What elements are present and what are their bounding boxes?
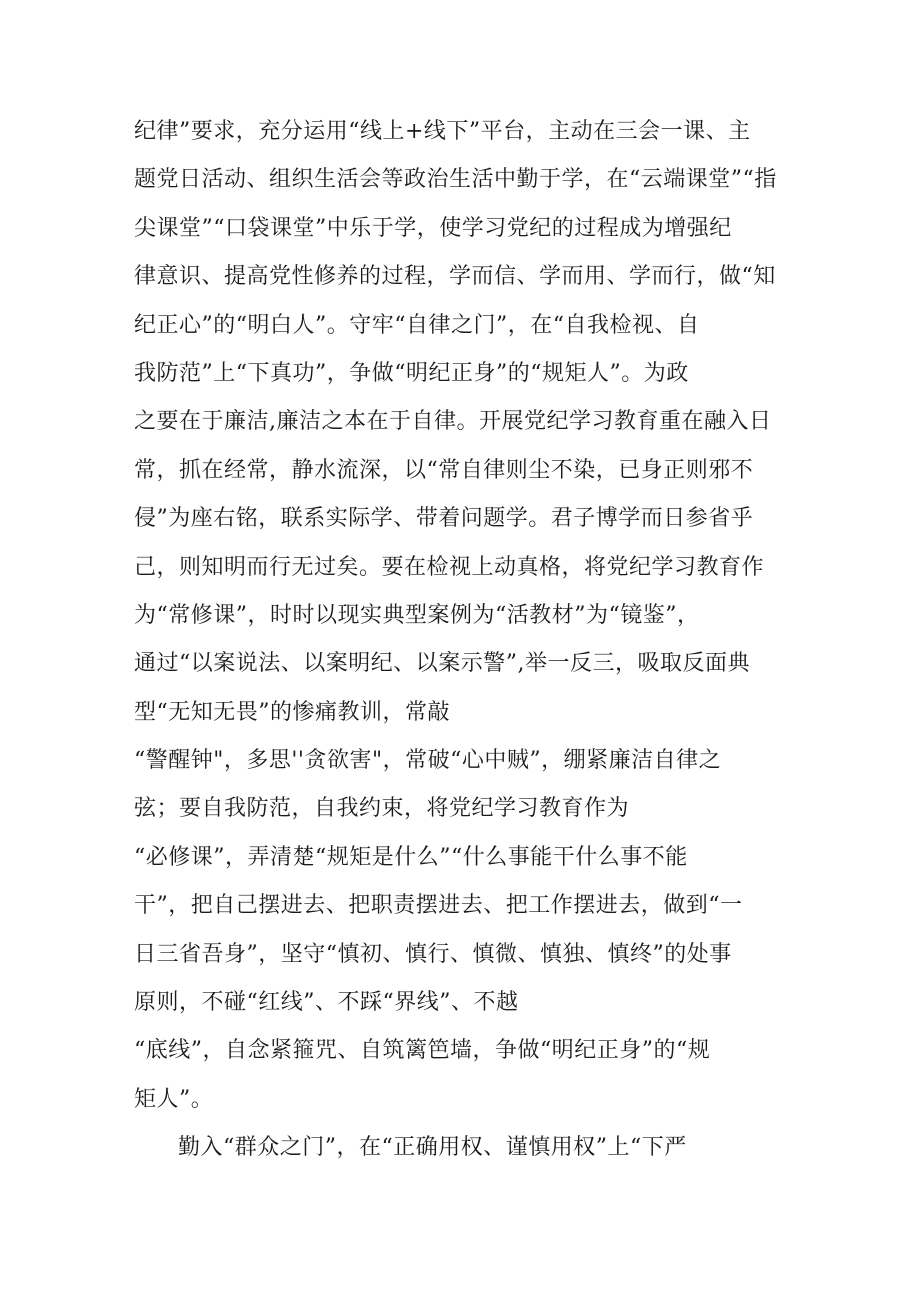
text-line: 纪律”要求，充分运用“线上+线下”平台，主动在三会一课、主 [134,119,751,144]
text-line: 之要在于廉洁,廉洁之本在于自律。开展党纪学习教育重在融入日 [134,409,772,435]
text-line: “底线”，自念紧箍咒、自筑篱笆墙，争做“明纪正身”的“规 [134,1038,711,1064]
text-line: 侵”为座右铭，联系实际学、带着问题学。君子博学而日参省乎 [134,506,754,532]
text-line: 题党日活动、组织生活会等政治生活中勤于学，在“云端课堂”“指 [134,167,777,193]
text-line: 通过“以案说法、以案明纪、以案示警”,举一反三，吸取反面典 [134,651,750,677]
text-line: 原则，不碰“红线”、不踩“界线”、不越 [134,990,519,1016]
text-line: 尖课堂”“口袋课堂”中乐于学，使学习党纪的过程成为增强纪 [134,215,732,241]
text-line: 弦；要自我防范，自我约束，将党纪学习教育作为 [134,796,630,822]
text-line: 纪正心”的“明白人”。守牢“自律之门”，在“自我检视、自 [134,312,700,338]
text-line: 我防范”上“下真功”，争做“明纪正身”的“规矩人”。为政 [134,360,689,386]
body-text [134,112,804,1177]
paragraph-start-line: 勤入“群众之门”，在“正确用权、谨慎用权”上“下严 [178,1135,687,1161]
text-line: 日三省吾身”，坚守“慎初、慎行、慎微、慎独、慎终”的处事 [134,941,732,967]
text-line: 己，则知明而行无过矣。要在检视上动真格，将党纪学习教育作 [134,554,765,580]
text-line: “警醒钟"，多思''贪欲害"，常破“心中贼”，绷紧廉洁自律之 [134,748,722,774]
text-line: 型“无知无畏”的惨痛教训，常敲 [134,699,450,725]
text-line: “必修课”，弄清楚“规矩是什么”“什么事能干什么事不能 [134,844,688,870]
text-line: 为“常修课”，时时以现实典型案例为“活教材”为“镜鉴”， [134,602,700,628]
text-line: 矩人”。 [134,1086,214,1112]
text-line: 律意识、提高党性修养的过程，学而信、学而用、学而行，做“知 [134,264,776,290]
text-line: 干”，把自己摆进去、把职责摆进去、把工作摆进去，做到“一 [134,893,743,919]
text-line: 常，抓在经常，静水流深，以“常自律则尘不染，已身正则邪不 [134,457,754,483]
